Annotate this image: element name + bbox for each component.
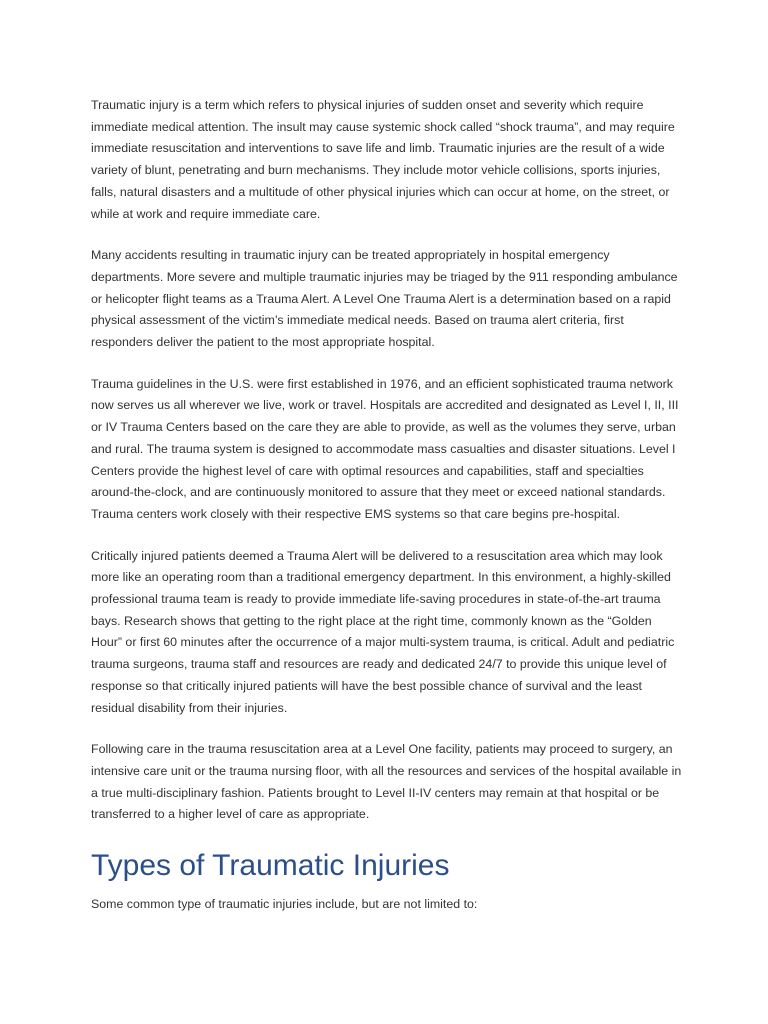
section-heading-types-of-injuries: Types of Traumatic Injuries	[91, 849, 450, 883]
section-intro-text: Some common type of traumatic injuries include, but are not limited to:	[91, 897, 478, 912]
paragraph-trauma-guidelines: Trauma guidelines in the U.S. were first established in 1976, and an efficient sophisticated trauma network now serves us all wherever we live, work or travel. Hospitals are accredited and designated as Level I, II, III or IV Trauma Centers based on the care they are able to provide, as well as the volumes they serve, urban and rural. The trauma system is designed to accommodate mass casualties and disaster situations. Level I Centers provide the highest level of care with optimal resources and capabilities, staff and specialties around-the-clock, and are continuously monitored to assure that they meet or exceed national standards. Trauma centers work closely with their respective EMS systems so that care begins pre-hospital.	[91, 376, 679, 521]
paragraph-following-care: Following care in the trauma resuscitation area at a Level One facility, patients may proceed to surgery, an intensive care unit or the trauma nursing floor, with all the resources and services of the hospital available in a true multi-disciplinary fashion. Patients brought to Level II-IV centers may remain at that hospital or be transferred to a higher level of care as appropriate.	[91, 742, 682, 822]
article-body	[91, 95, 683, 936]
paragraph-critically-injured-patients: Critically injured patients deemed a Trauma Alert will be delivered to a resuscitation area which may look more like an operating room than a traditional emergency department. In this environment, a highly-skilled professional trauma team is ready to provide immediate life-saving procedures in state-of-the-art trauma bays. Research shows that getting to the right place at the right time, commonly known as the “Golden Hour” or first 60 minutes after the occurrence of a major multi-system trauma, is critical. Adult and pediatric trauma surgeons, trauma staff and resources are ready and dedicated 24/7 to provide this unique level of response so that critically injured patients will have the best possible chance of survival and the least residual disability from their injuries.	[91, 548, 675, 715]
paragraph-trauma-alert: Many accidents resulting in traumatic injury can be treated appropriately in hospital emergency departments. More severe and multiple traumatic injuries may be triaged by the 911 responding ambulance or helicopter flight teams as a Trauma Alert. A Level One Trauma Alert is a determination based on a rapid physical assessment of the victim’s immediate medical needs. Based on trauma alert criteria, first responders deliver the patient to the most appropriate hospital.	[91, 248, 678, 350]
paragraph-traumatic-injury-definition: Traumatic injury is a term which refers to physical injuries of sudden onset and severity which require immediate medical attention. The insult may cause systemic shock called “shock trauma”, and may require immediate resuscitation and interventions to save life and limb. Traumatic injuries are the result of a wide variety of blunt, penetrating and burn mechanisms. They include motor vehicle collisions, sports injuries, falls, natural disasters and a multitude of other physical injuries which can occur at home, on the street, or while at work and require immediate care.	[91, 98, 675, 221]
